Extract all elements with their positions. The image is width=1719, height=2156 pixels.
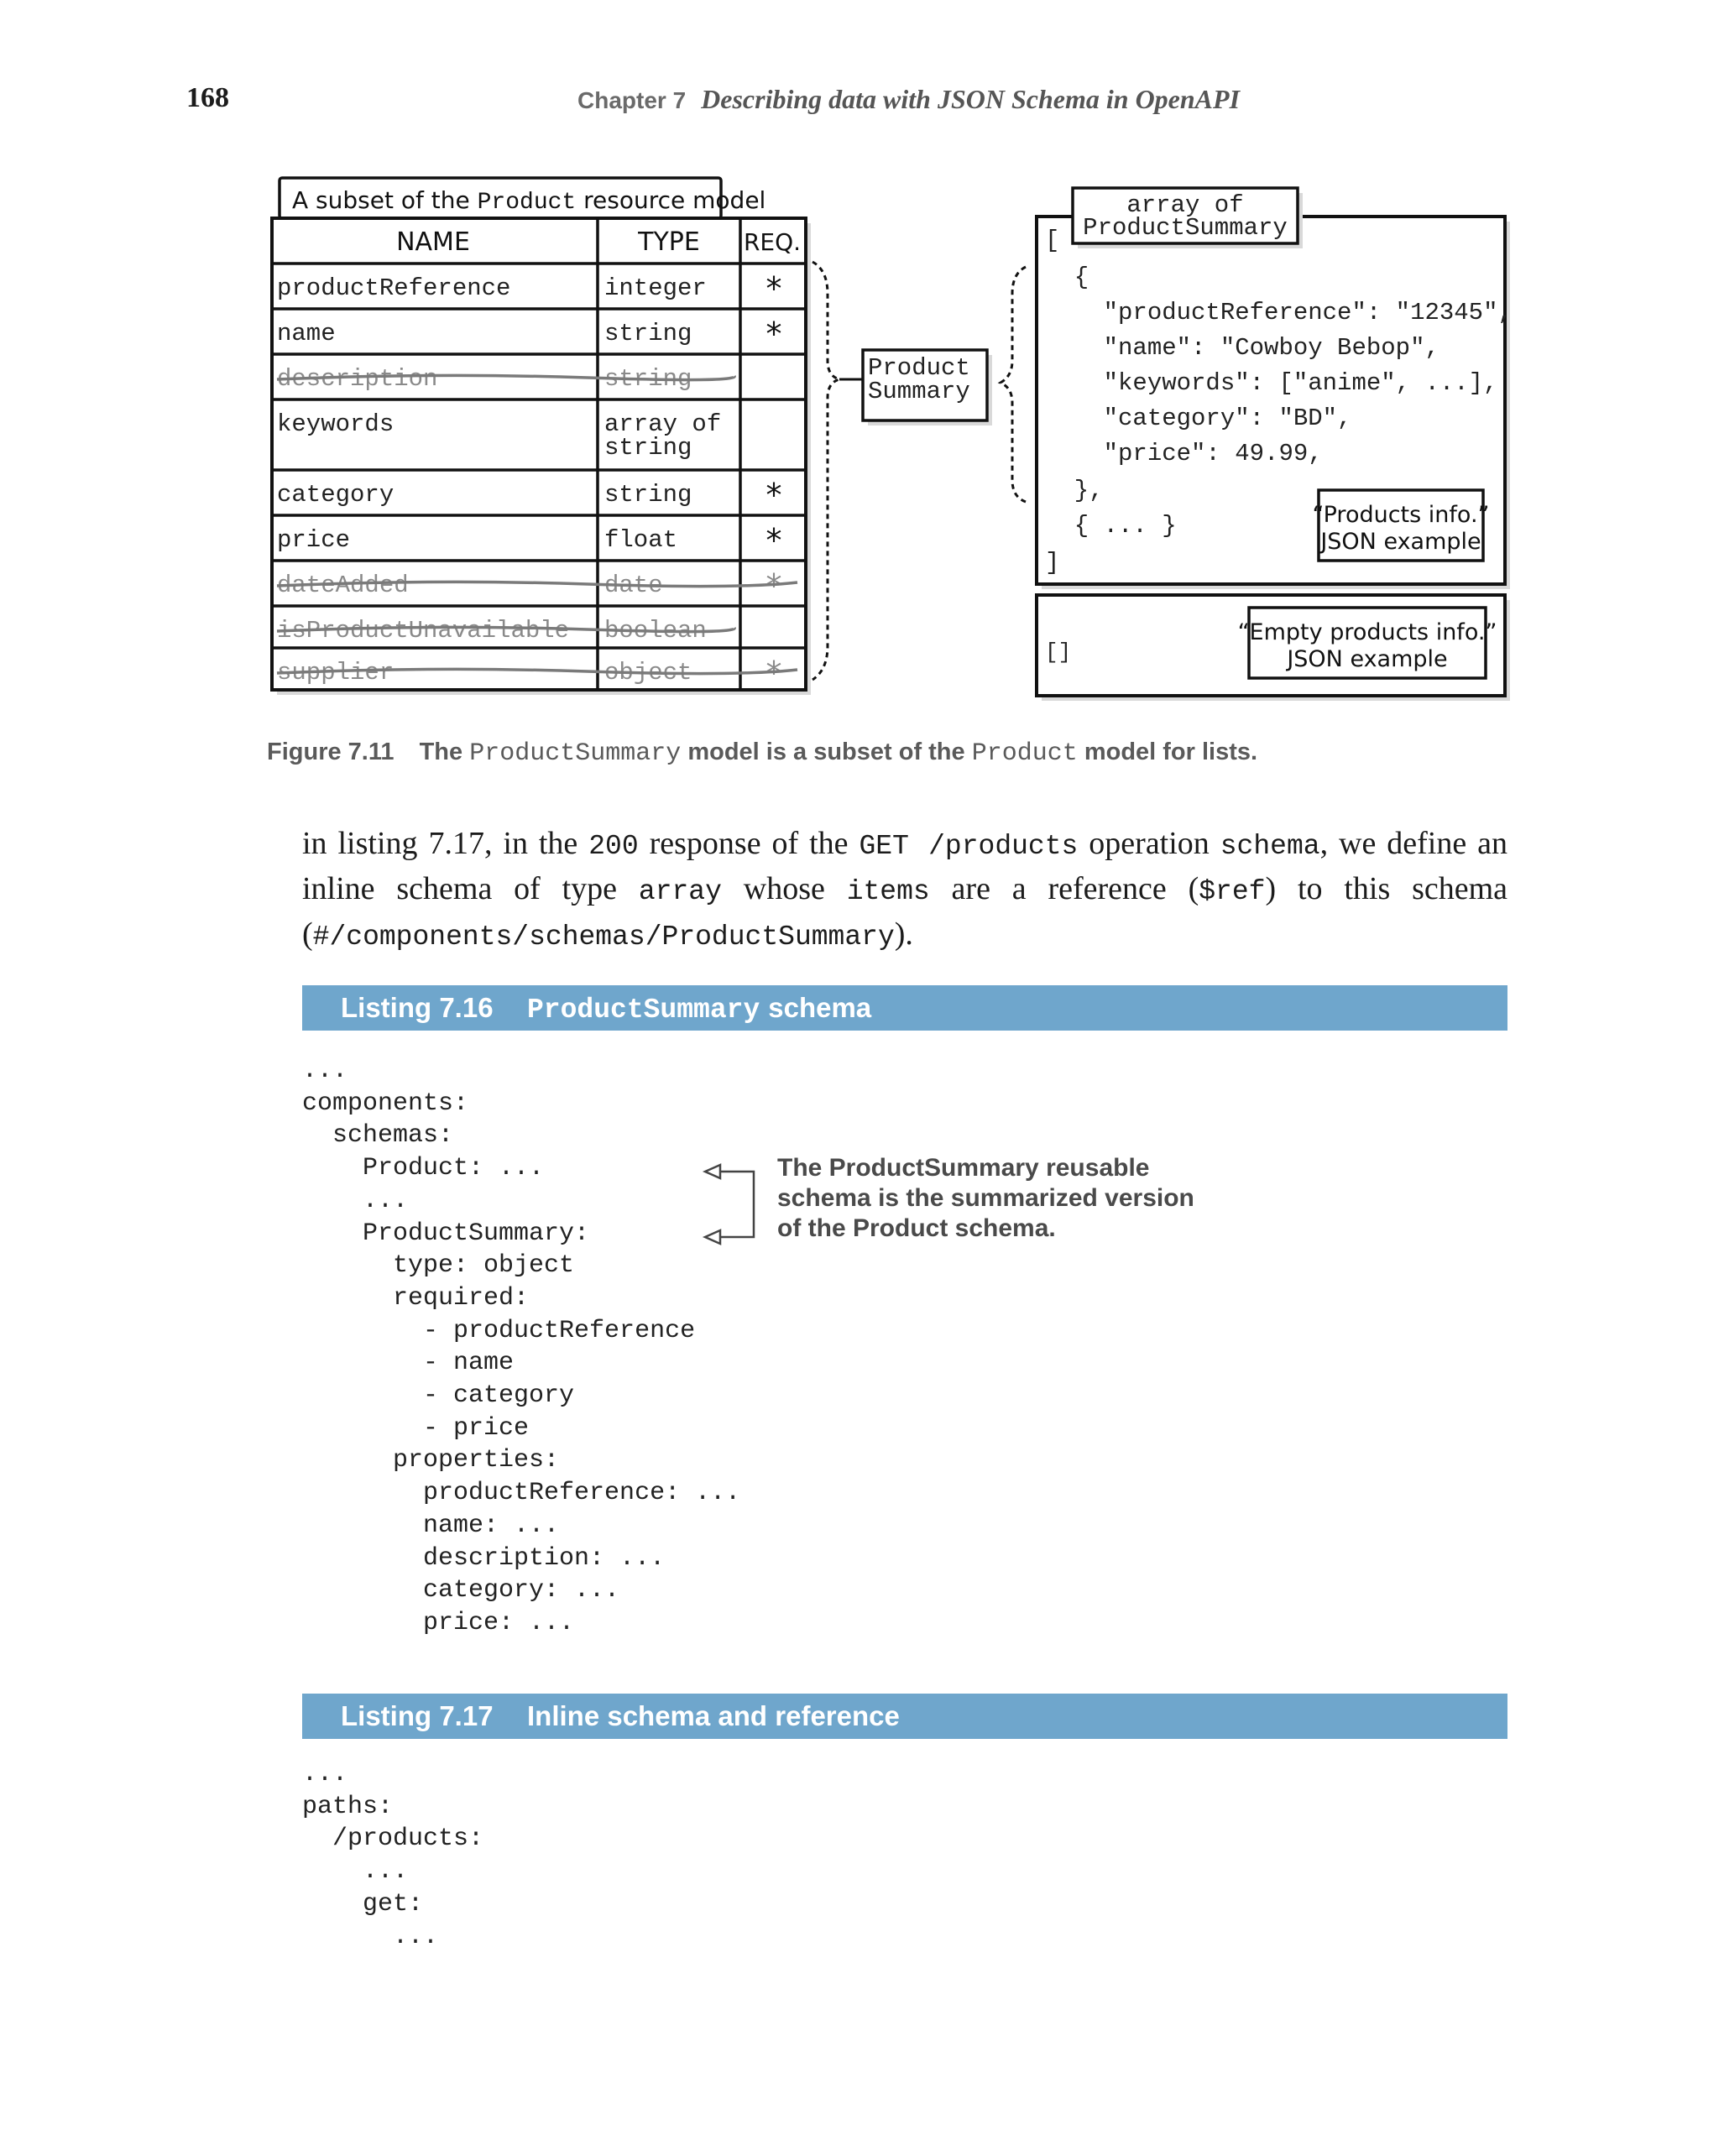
table-title <box>292 186 765 216</box>
listing-17-header <box>302 1694 1507 1739</box>
figure-label: Figure 7.11 <box>267 739 394 765</box>
chapter-label: Chapter 7 <box>577 87 687 113</box>
col-header-name: NAME <box>396 227 470 257</box>
listing-16-title: ProductSummary schema <box>527 992 872 1026</box>
required-mark: * <box>765 522 782 559</box>
listing-17-code: ... paths: /products: ... get: ... <box>302 1760 484 1951</box>
row-name: price <box>277 526 351 554</box>
json-line: "category": "BD", <box>1045 405 1352 432</box>
arrow-left-icon <box>705 1165 720 1178</box>
required-mark: * <box>765 477 782 514</box>
figure-caption <box>267 739 1257 768</box>
listing-16-label: Listing 7.16 <box>341 992 494 1023</box>
row-type: date <box>604 572 663 599</box>
col-header-req: REQ. <box>743 228 802 256</box>
table-title-suffix: resource model <box>583 186 766 214</box>
col-header-type: TYPE <box>638 227 700 257</box>
json-line: "price": 49.99, <box>1045 440 1323 467</box>
json-line: { ... } <box>1045 512 1177 540</box>
caption-text-3: model for lists. <box>1084 739 1258 765</box>
product-summary-label-1: Product <box>868 354 970 382</box>
required-mark: * <box>765 316 782 352</box>
required-mark: * <box>765 655 782 692</box>
required-mark: * <box>765 270 782 307</box>
row-type: array of <box>604 410 722 438</box>
json-line: { <box>1045 264 1089 291</box>
caption-text-2: model is a subset of the <box>687 739 965 765</box>
row-type: float <box>604 526 678 554</box>
note-products-line-1: “Products info.” <box>1312 502 1490 528</box>
row-name: name <box>277 320 336 347</box>
required-mark: * <box>765 567 782 604</box>
row-type: string <box>604 320 692 347</box>
json-line: [ <box>1045 227 1060 254</box>
row-type-line-2: string <box>604 434 692 462</box>
annotation-bracket <box>688 1156 781 1249</box>
empty-json-value: [] <box>1045 639 1072 665</box>
row-name: isProductUnavailable <box>277 617 570 645</box>
row-name: category <box>277 481 394 509</box>
json-line: ] <box>1045 549 1060 577</box>
row-name: dateAdded <box>277 572 409 599</box>
caption-text-1: The <box>419 739 463 765</box>
row-name: keywords <box>277 410 394 438</box>
chapter-title: Describing data with JSON Schema in OpenAPI <box>701 84 1241 114</box>
table-title-prefix: A subset of the <box>292 186 470 214</box>
row-type: boolean <box>604 617 707 645</box>
listing-16-annotation: The ProductSummary reusable schema is the summarized version of the Product schema. <box>777 1154 1194 1242</box>
json-title-1: array of <box>1126 191 1244 219</box>
note-empty-line-1: “Empty products info.” <box>1237 619 1497 645</box>
row-name: description <box>277 365 438 393</box>
json-line: "keywords": ["anime", ...], <box>1045 369 1498 397</box>
figure-product-summary <box>0 0 1719 755</box>
row-name: productReference <box>277 274 511 302</box>
json-line: "productReference": "12345", <box>1045 299 1513 326</box>
json-line: }, <box>1045 477 1104 504</box>
table-row <box>277 617 734 645</box>
body-paragraph: in listing 7.17, in the 200 response of the GET /products operation schema, we define an inline schema of type array whose items are a reference ($ref) to this schema (#/components/schemas/ProductSummary). <box>302 826 1508 953</box>
listing-16-header <box>302 985 1507 1031</box>
listing-16-code: ... components: schemas: Product: ... ... ProductSummary: type: object required: - productReference - name - category - price properties: productReference: ... name: ... description: ... category: ... price: ... <box>302 1057 741 1637</box>
product-summary-label-2: Summary <box>868 378 970 405</box>
left-brace <box>812 262 839 680</box>
right-brace <box>1001 267 1026 502</box>
note-products-line-2: JSON example <box>1320 529 1481 555</box>
caption-code-2: Product <box>971 739 1078 768</box>
row-name: supplier <box>277 659 394 686</box>
listing-17-label: Listing 7.17 <box>341 1700 494 1731</box>
json-line: "name": "Cowboy Bebop", <box>1045 334 1439 362</box>
row-type: string <box>604 481 692 509</box>
arrow-left-icon <box>705 1230 720 1244</box>
row-type: string <box>604 365 692 393</box>
note-empty-line-2: JSON example <box>1287 646 1448 672</box>
listing-17-title: Inline schema and reference <box>527 1700 900 1731</box>
json-title-2: ProductSummary <box>1083 214 1288 242</box>
caption-code-1: ProductSummary <box>469 739 682 768</box>
table-title-code: Product <box>477 190 577 216</box>
row-type: object <box>604 659 692 686</box>
row-type: integer <box>604 274 707 302</box>
page-number: 168 <box>186 82 229 113</box>
